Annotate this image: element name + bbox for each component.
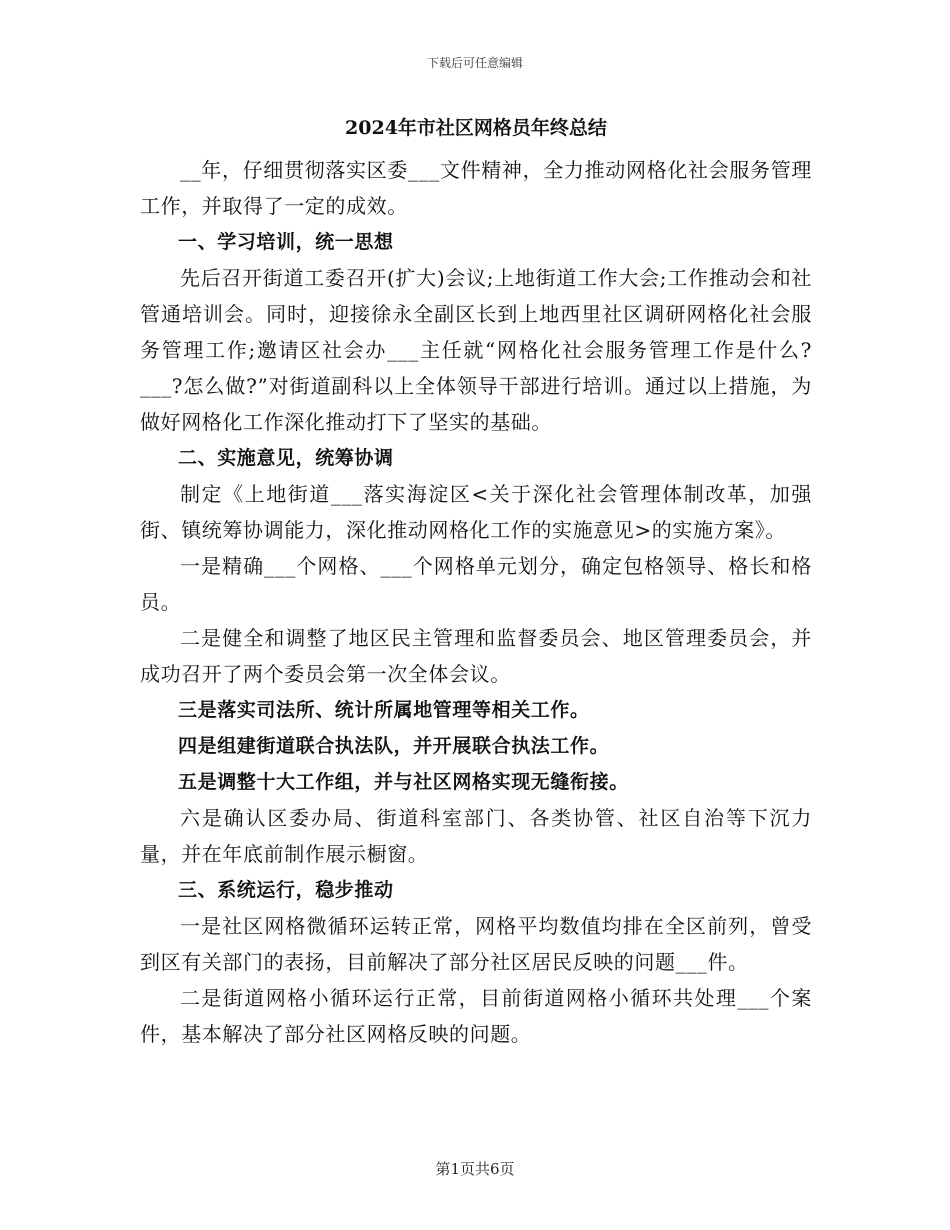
section-heading-3: 三、系统运行，稳步推动 [178, 879, 394, 901]
paragraph-item-2: 二是健全和调整了地区民主管理和监督委员会、地区管理委员会，并成功召开了两个委员会第一次全体会议。 [140, 626, 812, 686]
header-note: 下载后可任意编辑 [426, 56, 523, 70]
paragraph-item-3: 三是落实司法所、统计所属地管理等相关工作。 [178, 699, 590, 721]
paragraph-item-4: 四是组建街道联合执法队，并开展联合执法工作。 [178, 735, 610, 757]
paragraph-operation-2: 二是街道网格小循环运行正常，目前街道网格小循环共处理___个案件，基本解决了部分社区网格反映的问题。 [140, 986, 812, 1046]
paragraph-training: 先后召开街道工委召开(扩大)会议;上地街道工作大会;工作推动会和社管通培训会。同时，迎接徐永全副区长到上地西里社区调研网格化社会服务管理工作;邀请区社会办___主任就“网格化社会服务管理工作是什么?___?怎么做?”对街道副科以上全体领导干部进行培训。通过以上措施，为做好网格化工作深化推动打下了坚实的基础。 [140, 266, 812, 434]
section-heading-2: 二、实施意见，统筹协调 [178, 447, 394, 469]
page-footer: 第1页共6页 [435, 1160, 515, 1178]
paragraph-operation-1: 一是社区网格微循环运转正常，网格平均数值均排在全区前列，曾受到区有关部门的表扬，目前解决了部分社区居民反映的问题___件。 [140, 914, 812, 974]
section-heading-1: 一、学习培训，统一思想 [178, 231, 394, 253]
paragraph-plan: 制定《上地街道___落实海淀区<关于深化社会管理体制改革，加强街、镇统筹协调能力，深化推动网格化工作的实施意见>的实施方案》。 [140, 482, 812, 542]
paragraph-item-6: 六是确认区委办局、街道科室部门、各类协管、社区自治等下沉力量，并在年底前制作展示橱窗。 [140, 806, 812, 866]
paragraph-item-1: 一是精确___个网格、___个网格单元划分，确定包格领导、格长和格员。 [140, 554, 812, 614]
paragraph-intro: __年，仔细贯彻落实区委___文件精神，全力推动网格化社会服务管理工作，并取得了一定的成效。 [140, 158, 812, 218]
document-title: 2024年市社区网格员年终总结 [345, 117, 607, 139]
paragraph-item-5: 五是调整十大工作组，并与社区网格实现无缝衔接。 [178, 771, 629, 793]
document-body [140, 112, 812, 1052]
